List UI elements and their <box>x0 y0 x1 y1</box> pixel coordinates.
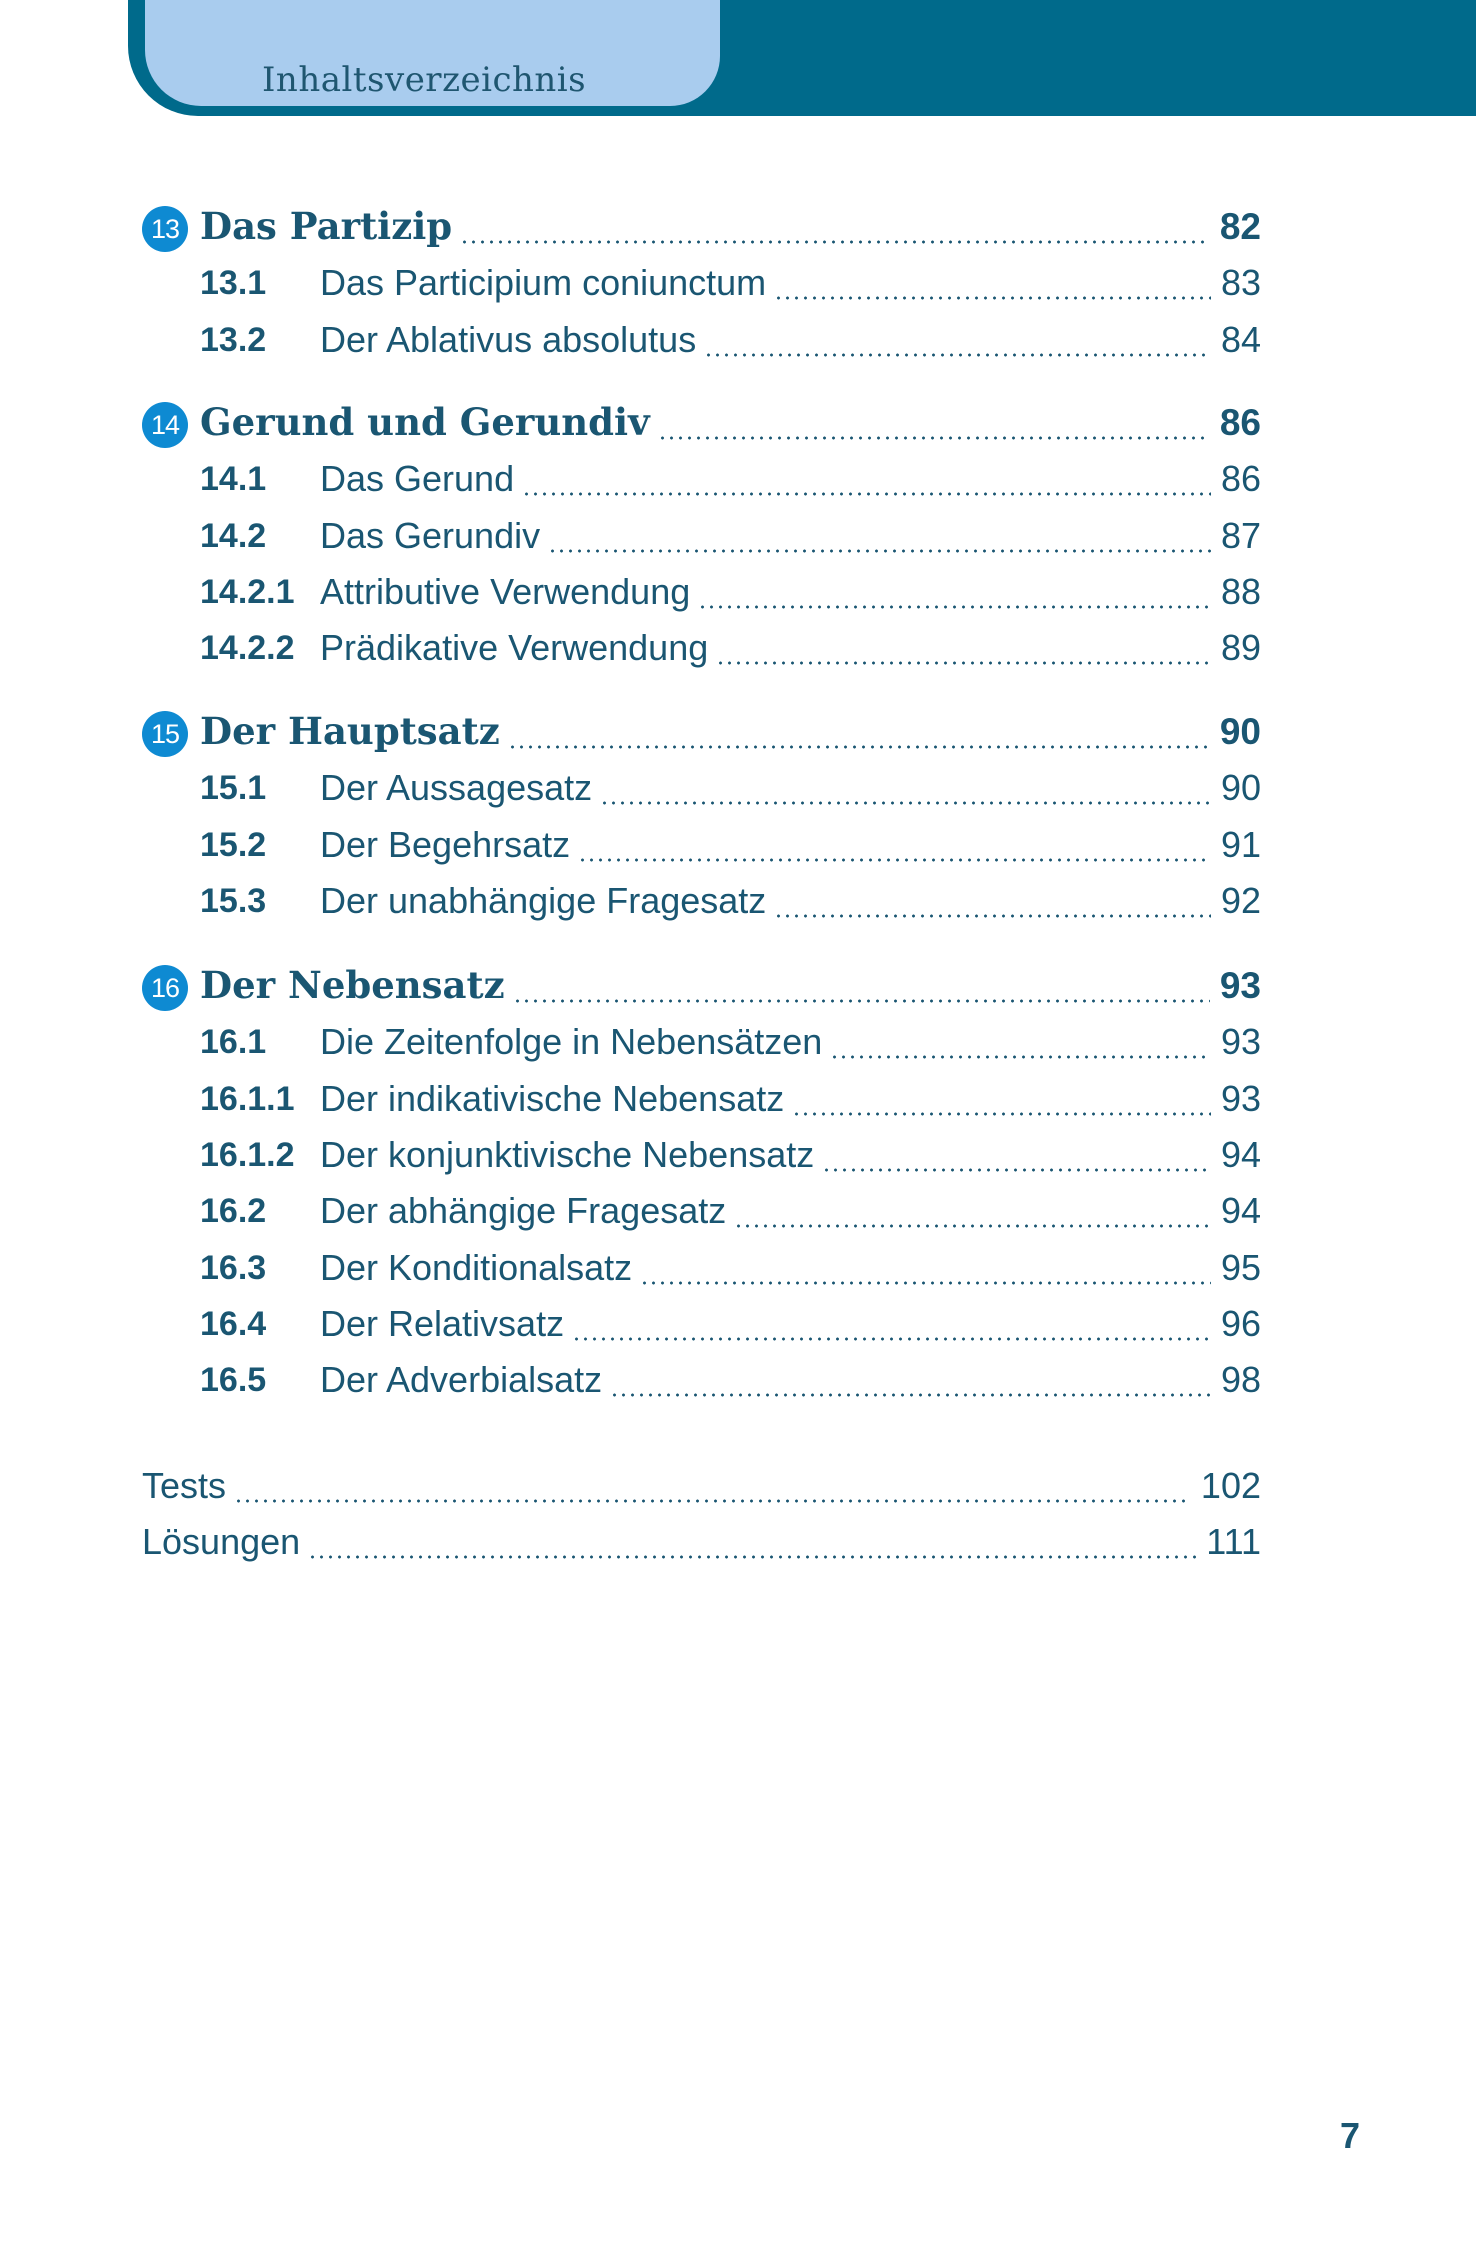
section-number: 14.2.1 <box>200 572 295 611</box>
section-number: 16.5 <box>200 1361 267 1400</box>
dot-leader <box>610 1393 1211 1397</box>
section-number: 14.2 <box>200 516 267 555</box>
section-title: Der Aussagesatz <box>320 767 593 809</box>
chapter-row[interactable] <box>0 396 1476 452</box>
dot-leader <box>234 1499 1191 1503</box>
dot-leader <box>513 999 1210 1003</box>
page-title: Inhaltsverzeichnis <box>262 60 587 100</box>
dot-leader <box>658 436 1210 440</box>
section-page: 86 <box>1220 458 1261 500</box>
appendix-title: Lösungen <box>142 1521 301 1562</box>
section-number: 13.2 <box>200 320 267 359</box>
section-row[interactable] <box>0 874 1476 930</box>
chapter-page: 93 <box>1219 965 1261 1006</box>
section-number: 13.1 <box>200 264 267 303</box>
section-row[interactable] <box>0 1241 1476 1297</box>
chapter-title: Gerund und Gerundiv <box>200 400 650 444</box>
section-title: Der abhängige Fragesatz <box>320 1190 727 1232</box>
chapter-row[interactable] <box>0 959 1476 1015</box>
section-row[interactable] <box>0 509 1476 565</box>
chapter-page: 90 <box>1219 711 1261 752</box>
section-row[interactable] <box>0 621 1476 677</box>
section-row[interactable] <box>0 256 1476 312</box>
appendix-row[interactable] <box>0 1515 1476 1571</box>
chapter-row[interactable] <box>0 705 1476 761</box>
appendix-row[interactable] <box>0 1459 1476 1515</box>
section-title: Der indikativische Nebensatz <box>320 1077 785 1119</box>
chapter-title: Der Nebensatz <box>200 963 505 1007</box>
chapter-number-badge: 16 <box>142 965 188 1011</box>
section-page: 98 <box>1220 1359 1261 1401</box>
dot-leader <box>460 240 1210 244</box>
section-number: 15.2 <box>200 825 267 864</box>
section-page: 83 <box>1220 262 1261 304</box>
section-number: 16.1.1 <box>200 1079 295 1118</box>
section-title: Die Zeitenfolge in Nebensätzen <box>320 1021 823 1063</box>
section-title: Der Konditionalsatz <box>320 1246 633 1288</box>
chapter-number-badge: 13 <box>142 206 188 252</box>
section-page: 90 <box>1220 767 1261 809</box>
dot-leader <box>508 745 1210 749</box>
section-page: 87 <box>1220 514 1261 556</box>
appendix-page: 102 <box>1200 1465 1261 1506</box>
dot-leader <box>774 296 1211 300</box>
section-number: 16.4 <box>200 1304 267 1343</box>
appendix-title: Tests <box>142 1465 227 1506</box>
section-row[interactable] <box>0 818 1476 874</box>
section-page: 94 <box>1220 1133 1261 1175</box>
chapter-page: 86 <box>1219 402 1261 443</box>
section-number: 15.1 <box>200 769 267 808</box>
dot-leader <box>698 605 1211 609</box>
section-row[interactable] <box>0 1015 1476 1071</box>
section-title: Der unabhängige Fragesatz <box>320 879 767 921</box>
section-row[interactable] <box>0 1353 1476 1409</box>
section-row[interactable] <box>0 452 1476 508</box>
chapter-number-badge: 15 <box>142 711 188 757</box>
page-number: 7 <box>1340 2115 1361 2156</box>
section-page: 91 <box>1220 823 1261 865</box>
section-row[interactable] <box>0 565 1476 621</box>
chapter-row[interactable] <box>0 200 1476 256</box>
section-number: 16.1.2 <box>200 1135 295 1174</box>
chapter-number-badge: 14 <box>142 402 188 448</box>
chapter-title: Das Partizip <box>200 204 453 248</box>
section-page: 93 <box>1220 1077 1261 1119</box>
dot-leader <box>522 492 1211 496</box>
section-title: Das Gerundiv <box>320 514 541 556</box>
section-number: 16.3 <box>200 1248 267 1287</box>
section-page: 88 <box>1220 570 1261 612</box>
section-title: Prädikative Verwendung <box>320 627 709 669</box>
dot-leader <box>548 549 1211 553</box>
dot-leader <box>774 914 1211 918</box>
section-page: 84 <box>1220 318 1261 360</box>
section-page: 96 <box>1220 1302 1261 1344</box>
section-number: 14.1 <box>200 460 267 499</box>
section-row[interactable] <box>0 1128 1476 1184</box>
section-title: Der Adverbialsatz <box>320 1359 603 1401</box>
dot-leader <box>578 858 1211 862</box>
section-row[interactable] <box>0 1297 1476 1353</box>
dot-leader <box>716 661 1211 665</box>
section-title: Der konjunktivische Nebensatz <box>320 1133 815 1175</box>
dot-leader <box>734 1224 1211 1228</box>
section-number: 15.3 <box>200 881 267 920</box>
section-title: Attributive Verwendung <box>320 570 691 612</box>
section-number: 14.2.2 <box>200 629 295 668</box>
section-title: Das Gerund <box>320 458 515 500</box>
section-row[interactable] <box>0 1072 1476 1128</box>
section-page: 89 <box>1220 627 1261 669</box>
section-title: Der Relativsatz <box>320 1302 565 1344</box>
section-title: Der Ablativus absolutus <box>320 318 697 360</box>
chapter-page: 82 <box>1219 206 1261 247</box>
section-row[interactable] <box>0 1184 1476 1240</box>
section-number: 16.2 <box>200 1192 267 1231</box>
dot-leader <box>792 1112 1211 1116</box>
section-page: 95 <box>1220 1246 1261 1288</box>
dot-leader <box>308 1555 1196 1559</box>
section-page: 94 <box>1220 1190 1261 1232</box>
section-title: Das Participium coniunctum <box>320 262 767 304</box>
section-title: Der Begehrsatz <box>320 823 571 865</box>
dot-leader <box>822 1168 1211 1172</box>
dot-leader <box>704 353 1211 357</box>
section-page: 93 <box>1220 1021 1261 1063</box>
section-page: 92 <box>1220 879 1261 921</box>
chapter-title: Der Hauptsatz <box>200 709 500 753</box>
dot-leader <box>640 1281 1211 1285</box>
section-row[interactable] <box>0 761 1476 817</box>
dot-leader <box>830 1055 1211 1059</box>
dot-leader <box>572 1337 1211 1341</box>
appendix-page: 111 <box>1206 1521 1261 1562</box>
dot-leader <box>600 801 1211 805</box>
section-number: 16.1 <box>200 1023 267 1062</box>
section-row[interactable] <box>0 313 1476 369</box>
